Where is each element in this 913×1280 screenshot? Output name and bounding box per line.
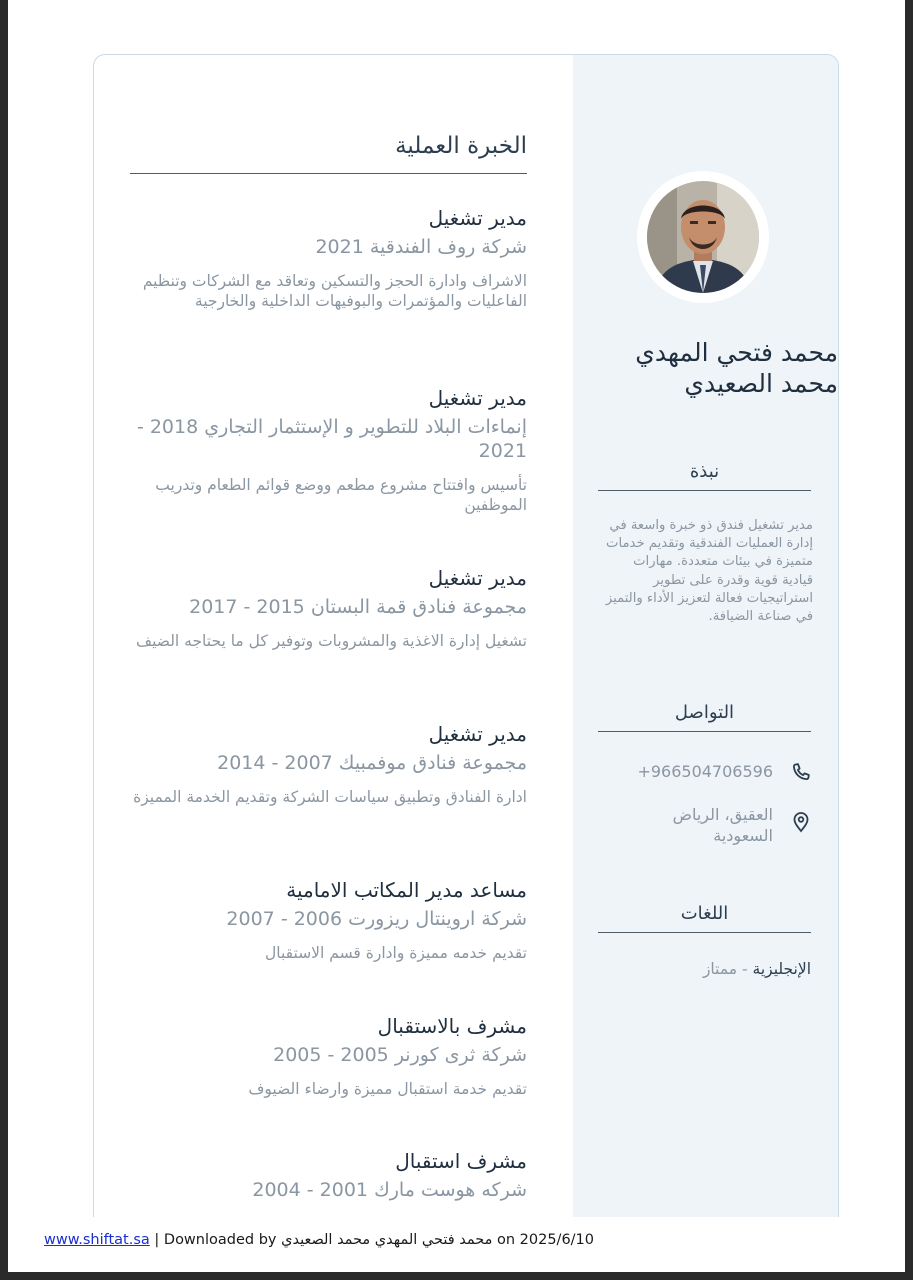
experience-heading: الخبرة العملية xyxy=(130,133,527,174)
job-entry xyxy=(130,1146,527,1202)
avatar-image xyxy=(647,181,759,293)
job-company: مجموعة فنادق قمة البستان 2015 - 2017 xyxy=(189,596,527,618)
job-entry xyxy=(130,1011,527,1099)
language-name: الإنجليزية xyxy=(752,960,811,978)
experience-section xyxy=(130,55,527,1217)
job-title: مشرف استقبال xyxy=(395,1149,527,1173)
job-title: مساعد مدير المكاتب الامامية xyxy=(286,878,527,902)
job-entry xyxy=(130,875,527,963)
job-title: مشرف بالاستقبال xyxy=(377,1014,527,1038)
profile-photo xyxy=(637,171,769,303)
job-entry xyxy=(130,719,527,807)
about-heading: نبذة xyxy=(598,461,811,491)
language-separator: - xyxy=(737,960,753,978)
job-title: مدير تشغيل xyxy=(428,386,527,410)
job-company: شركه هوست مارك 2001 - 2004 xyxy=(252,1179,527,1201)
job-entry xyxy=(130,563,527,651)
job-description: تقديم خدمة استقبال مميزة وارضاء الضيوف xyxy=(248,1080,527,1098)
sidebar xyxy=(573,55,838,1217)
phone-icon xyxy=(789,761,813,789)
download-footer xyxy=(44,1232,594,1248)
location-pin-icon xyxy=(789,804,813,838)
resume-card xyxy=(93,54,839,1217)
job-title: مدير تشغيل xyxy=(428,206,527,230)
job-title: مدير تشغيل xyxy=(428,722,527,746)
languages-heading: اللغات xyxy=(598,903,811,933)
address-text: العقيق، الرياض السعودية xyxy=(672,805,773,845)
page xyxy=(8,0,905,1272)
job-company: شركة روف الفندقية 2021 xyxy=(315,236,527,258)
job-title: مدير تشغيل xyxy=(428,566,527,590)
download-info: | Downloaded by محمد فتحي المهدي محمد الصعيدي on 2025/6/10 xyxy=(149,1232,595,1248)
about-text: مدير تشغيل فندق ذو خبرة واسعة في إدارة العمليات الفندقية وتقديم خدمات متميزة في بيئات متعددة. مهارات قيادية قوية وقدرة على تطوير استراتيجيات فعالة لتعزيز الأداء والتميز في صناعة الضيافة. xyxy=(605,518,813,625)
language-item xyxy=(598,960,811,978)
job-description: تشغيل إدارة الاغذية والمشروبات وتوفير كل ما يحتاجه الضيف xyxy=(136,632,527,650)
full-name: محمد فتحي المهدي محمد الصعيدي xyxy=(635,338,838,398)
job-description: ادارة الفنادق وتطبيق سياسات الشركة وتقديم الخدمة المميزة xyxy=(133,788,527,806)
contact-address xyxy=(613,804,813,844)
job-company: شركة اروينتال ريزورت 2006 - 2007 xyxy=(226,908,527,930)
contact-phone[interactable] xyxy=(613,761,813,801)
job-company: مجموعة فنادق موفمبيك 2007 - 2014 xyxy=(217,752,527,774)
job-description: تقديم خدمه مميزة وادارة قسم الاستقبال xyxy=(265,944,527,962)
phone-number: +966504706596 xyxy=(637,762,773,781)
job-company: شركة ثرى كورنر 2005 - 2005 xyxy=(273,1044,527,1066)
job-company: إنماءات البلاد للتطوير و الإستثمار التجاري 2018 - 2021 xyxy=(136,416,527,462)
site-link[interactable]: www.shiftat.sa xyxy=(44,1232,150,1248)
job-description: الاشراف وادارة الحجز والتسكين وتعاقد مع الشركات وتنظيم الفاعليات والمؤتمرات والبوفيهات الداخلية والخارجية xyxy=(142,272,527,310)
job-description: تأسيس وافتتاح مشروع مطعم ووضع قوائم الطعام وتدريب الموظفين xyxy=(155,476,527,514)
job-entry xyxy=(130,383,527,515)
contact-heading: التواصل xyxy=(598,702,811,732)
language-level: ممتاز xyxy=(702,960,738,978)
job-entry xyxy=(130,203,527,311)
